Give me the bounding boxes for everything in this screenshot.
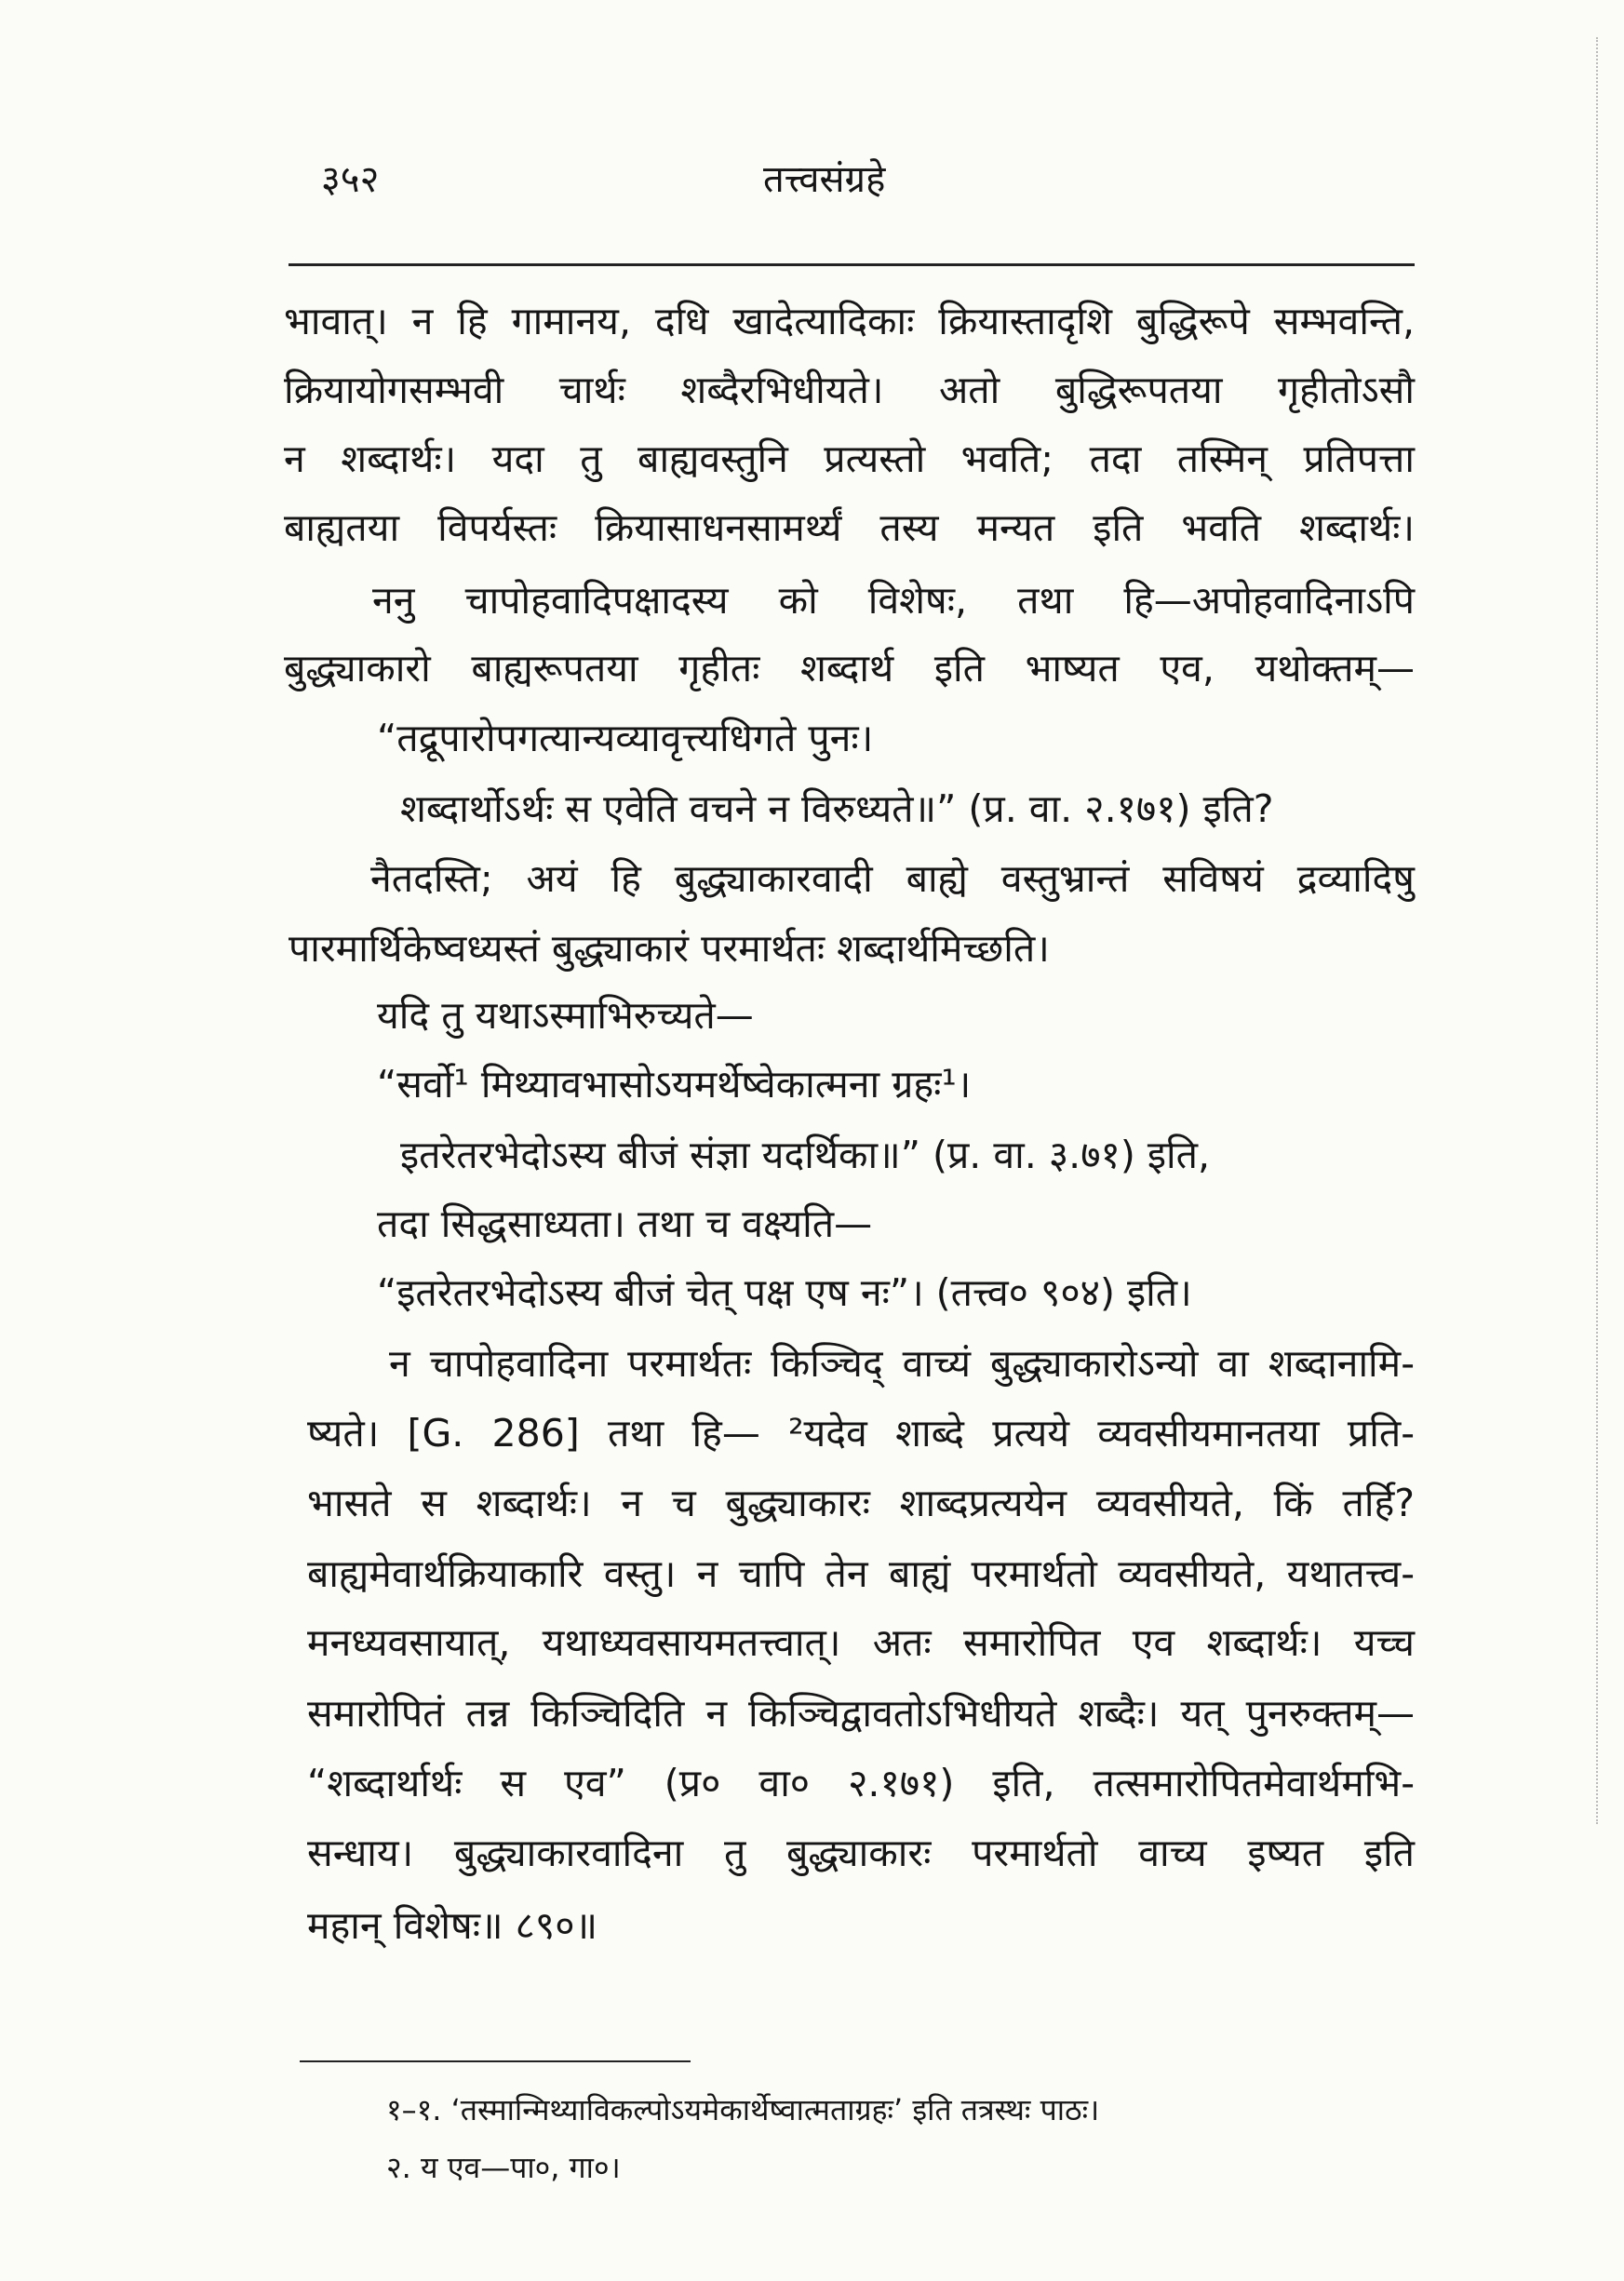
text-line: न शब्दार्थः। यदा तु बाह्यवस्तुनि प्रत्यस्तो भवति; तदा तस्मिन् प्रतिपत्ता bbox=[284, 436, 1415, 481]
text-line: बाह्यतया विपर्यस्तः क्रियासाधनसामर्थ्यं तस्य मन्यत इति भवति शब्दार्थः। bbox=[284, 505, 1415, 550]
footnote: २. य एव—पा०, गा०। bbox=[386, 2150, 621, 2185]
text-line: मनध्यवसायात्, यथाध्यवसायमतत्त्वात्। अतः समारोपित एव शब्दार्थः। यच्च bbox=[307, 1620, 1415, 1665]
text-line: सन्धाय। बुद्ध्याकारवादिना तु बुद्ध्याकारः परमार्थतो वाच्य इष्यत इति bbox=[307, 1831, 1415, 1875]
text-line: “शब्दार्थार्थः स एव” (प्र० वा० २.१७१) इति, तत्समारोपितमेवार्थमभि- bbox=[307, 1761, 1415, 1805]
text-line: तदा सिद्धसाध्यता। तथा च वक्ष्यति— bbox=[377, 1201, 873, 1246]
verse-line: इतरेतरभेदोऽस्य बीजं संज्ञा यदर्थिका॥” (प्र. वा. ३.७१) इति, bbox=[400, 1133, 1211, 1177]
quote-line: “इतरेतरभेदोऽस्य बीजं चेत् पक्ष एष नः”। (तत्त्व० ९०४) इति। bbox=[377, 1270, 1192, 1315]
running-title: तत्त्वसंग्रहे bbox=[763, 158, 886, 201]
header-rule bbox=[289, 263, 1415, 266]
text-line: यदि तु यथाऽस्माभिरुच्यते— bbox=[377, 993, 754, 1038]
text-line: न चापोहवादिना परमार्थतः किञ्चिद् वाच्यं बुद्ध्याकारोऽन्यो वा शब्दानामि- bbox=[389, 1341, 1415, 1386]
footnote-rule bbox=[300, 2060, 691, 2062]
page-number: ३५२ bbox=[321, 158, 380, 201]
page-edge-shadow bbox=[1596, 37, 1624, 1824]
text-line: भासते स शब्दार्थः। न च बुद्ध्याकारः शाब्दप्रत्ययेन व्यवसीयते, किं तर्हि? bbox=[307, 1481, 1415, 1525]
text-line: बाह्यमेवार्थक्रियाकारि वस्तु। न चापि तेन बाह्यं परमार्थतो व्यवसीयते, यथातत्त्व- bbox=[307, 1551, 1415, 1596]
text-line: पारमार्थिकेष्वध्यस्तं बुद्ध्याकारं परमार्थतः शब्दार्थमिच्छति। bbox=[289, 926, 1050, 971]
verse-line: “सर्वो¹ मिथ्यावभासोऽयमर्थेष्वेकात्मना ग्रहः¹। bbox=[377, 1062, 972, 1107]
text-line: महान् विशेषः॥ ८९०॥ bbox=[307, 1903, 598, 1948]
text-line: ष्यते। [G. 286] तथा हि— ²यदेव शाब्दे प्रत्यये व्यवसीयमानतया प्रति- bbox=[307, 1411, 1415, 1456]
verse-line: “तद्रूपारोपगत्यान्यव्यावृत्त्यधिगते पुनः। bbox=[377, 716, 874, 760]
text-line: क्रियायोगसम्भवी चार्थः शब्दैरभिधीयते। अतो बुद्धिरूपतया गृहीतोऽसौ bbox=[284, 368, 1415, 412]
text-line: नैतदस्ति; अयं हि बुद्ध्याकारवादी बाह्ये वस्तुभ्रान्तं सविषयं द्रव्यादिषु bbox=[370, 856, 1415, 901]
text-line: ननु चापोहवादिपक्षादस्य को विशेषः, तथा हि—अपोहवादिनाऽपि bbox=[372, 578, 1415, 623]
verse-line: शब्दार्थोऽर्थः स एवेति वचने न विरुध्यते॥” (प्र. वा. २.१७१) इति? bbox=[400, 786, 1274, 831]
footnote: १–१. ‘तस्मान्मिथ्याविकल्पोऽयमेकार्थेष्वात्मताग्रहः’ इति तत्रस्थः पाठः। bbox=[386, 2092, 1100, 2127]
text-line: भावात्। न हि गामानय, दधि खादेत्यादिकाः क्रियास्तादृशि बुद्धिरूपे सम्भवन्ति, bbox=[284, 299, 1415, 343]
text-line: बुद्ध्याकारो बाह्यरूपतया गृहीतः शब्दार्थ इति भाष्यत एव, यथोक्तम्— bbox=[284, 646, 1415, 691]
text-line: समारोपितं तन्न किञ्चिदिति न किञ्चिद्वावतोऽभिधीयते शब्दैः। यत् पुनरुक्तम्— bbox=[307, 1691, 1415, 1736]
